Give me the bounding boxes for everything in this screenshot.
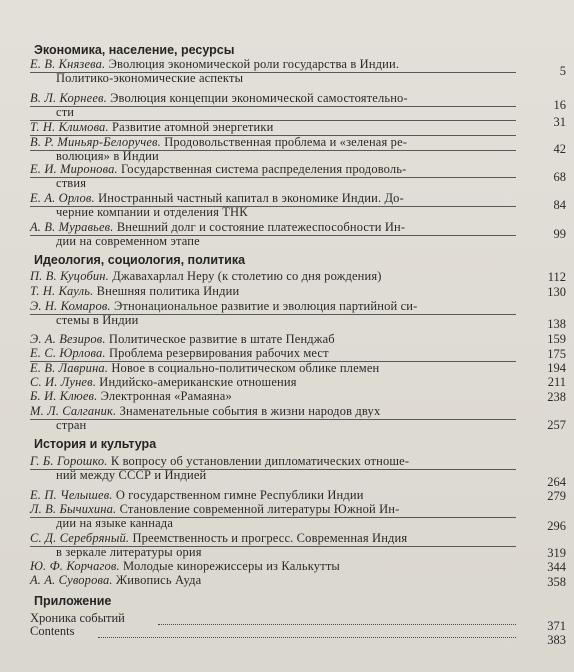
section-title: Приложение [34,594,112,608]
page-number: 279 [547,489,566,503]
underline-rule [30,235,516,236]
entry-author: В. Л. Корнеев. [30,91,107,105]
entry-author: П. В. Куцобин. [30,269,109,283]
entry-author: Е. А. Орлов. [30,191,95,205]
entry-title-line: Политико-экономические аспекты [56,70,244,85]
entry-title-line: ний между СССР и Индией [56,467,207,482]
toc-entry [30,270,516,284]
page-number: 358 [547,575,566,589]
entry-title-line: Эволюция концепции экономической самостоятельно- [110,91,408,105]
entry-author: А. А. Суворова. [30,573,113,587]
toc-entry [30,560,516,574]
toc-entry [30,347,516,361]
appendix-item: Contents [30,624,75,638]
entry-author: Е. И. Миронова. [30,162,118,176]
appendix-item: Хроника событий [30,611,125,625]
entry-author: Е. В. Лаврина. [30,361,109,375]
underline-rule [30,546,516,547]
entry-author: Ю. Ф. Корчагов. [30,559,120,573]
entry-author: В. Р. Миньяр-Белоручев. [30,135,161,149]
entry-title-line: Этнонациональное развитие и эволюция партийной си- [113,299,418,313]
section-title: Идеология, социология, политика [34,253,246,267]
underline-rule [30,120,516,121]
underline-rule [30,206,516,207]
underline-rule [30,150,516,151]
dot-leader [158,624,516,625]
entry-title-line: Индийско-американские отношения [99,375,297,389]
page-number: 383 [547,633,566,647]
underline-rule [30,72,516,73]
entry-title-line: стран [56,417,87,432]
underline-rule [30,106,516,107]
entry-author: С. Д. Серебряный. [30,531,130,545]
page-number: 99 [553,227,566,241]
underline-rule [30,361,516,362]
entry-title-line: Электронная «Рамаяна» [100,389,232,403]
page-number: 16 [553,98,566,112]
page-number: 319 [547,546,566,560]
entry-title-line: дии на языке каннада [56,515,174,530]
entry-title-line: Иностранный частный капитал в экономике Индии. До- [98,191,404,205]
entry-title-line: в зеркале литературы ория [56,544,202,559]
entry-title-line: Развитие атомной энергетики [112,120,274,134]
entry-title-line: ствия [56,175,87,190]
entry-author: Э. А. Везиров. [30,332,106,346]
toc-entry [30,285,516,299]
entry-title-line: Эволюция экономической роли государства в Индии. [108,57,400,71]
entry-title-line: О государственном гимне Республики Индии [115,488,364,502]
entry-title-line: стемы в Индии [56,312,139,327]
toc-entry [30,376,516,390]
page-number: 238 [547,390,566,404]
page-number: 371 [547,619,566,633]
underline-rule [30,419,516,420]
toc-entry [30,333,516,347]
page-number: 159 [547,332,566,346]
page-number: 257 [547,418,566,432]
entry-author: Г. Б. Горошко. [30,454,108,468]
dot-leader [98,637,516,638]
entry-author: М. Л. Салганик. [30,404,117,418]
entry-title-line: Знаменательные события в жизни народов двух [119,404,381,418]
entry-author: Т. Н. Климова. [30,120,109,134]
underline-rule [30,469,516,470]
toc-entry [30,362,516,376]
page-number: 42 [553,142,566,156]
toc-entry [30,574,516,588]
page-number: 68 [553,170,566,184]
page-number: 296 [547,519,566,533]
page-number: 264 [547,475,566,489]
entry-author: Е. В. Князева. [30,57,106,71]
entry-author: Б. И. Клюев. [30,389,98,403]
page-number: 194 [547,361,566,375]
entry-title-line: Продовольственная проблема и «зеленая ре- [164,135,408,149]
entry-title-line: Становление современной литературы Южной Ин- [119,502,400,516]
underline-rule [30,314,516,315]
entry-title-line: Внешняя политика Индии [96,284,240,298]
page-number: 175 [547,347,566,361]
page-number: 211 [547,375,566,389]
section-title: Экономика, население, ресурсы [34,43,235,57]
entry-author: С. И. Лунев. [30,375,96,389]
entry-title-line: черние компании и отделения ТНК [56,204,248,219]
toc-entry [30,489,516,503]
toc-entry [30,390,516,404]
entry-title-line: Проблема резервирования рабочих мест [108,346,329,360]
entry-title-line: дии на современном этапе [56,233,200,248]
toc-entry [30,121,516,135]
entry-author: Т. Н. Кауль. [30,284,94,298]
entry-author: Л. В. Бычихина. [30,502,117,516]
entry-title-line: Живопись Ауда [115,573,202,587]
entry-author: Е. П. Челышев. [30,488,113,502]
underline-rule [30,177,516,178]
entry-title-line: Государственная система распределения продоволь- [121,162,407,176]
entry-title-line: Внешний долг и состояние платежеспособности Ин- [116,220,406,234]
entry-title-line: Молодые кинорежиссеры из Калькутты [123,559,340,573]
entry-author: Е. С. Юрлова. [30,346,106,360]
underline-rule [30,517,516,518]
entry-title-line: Политическое развитие в штате Пенджаб [108,332,335,346]
page-number: 5 [559,64,566,78]
entry-title-line: сти [56,104,75,119]
underline-rule [30,135,516,136]
entry-title-line: Преемственность и прогресс. Современная Индия [132,531,408,545]
page-number: 112 [547,270,566,284]
page-number: 344 [547,560,566,574]
entry-author: Э. Н. Комаров. [30,299,111,313]
entry-title-line: волюция» в Индии [56,148,159,163]
section-title: История и культура [34,437,157,451]
page-number: 84 [553,198,566,212]
page-number: 130 [547,285,566,299]
page-number: 31 [553,115,566,129]
entry-title-line: К вопросу об установлении дипломатических отноше- [110,454,410,468]
entry-author: А. В. Муравьев. [30,220,114,234]
entry-title-line: Новое в социально-политическом облике племен [111,361,380,375]
entry-title-line: Джавахарлал Неру (к столетию со дня рождения) [112,269,382,283]
page-number: 138 [547,317,566,331]
